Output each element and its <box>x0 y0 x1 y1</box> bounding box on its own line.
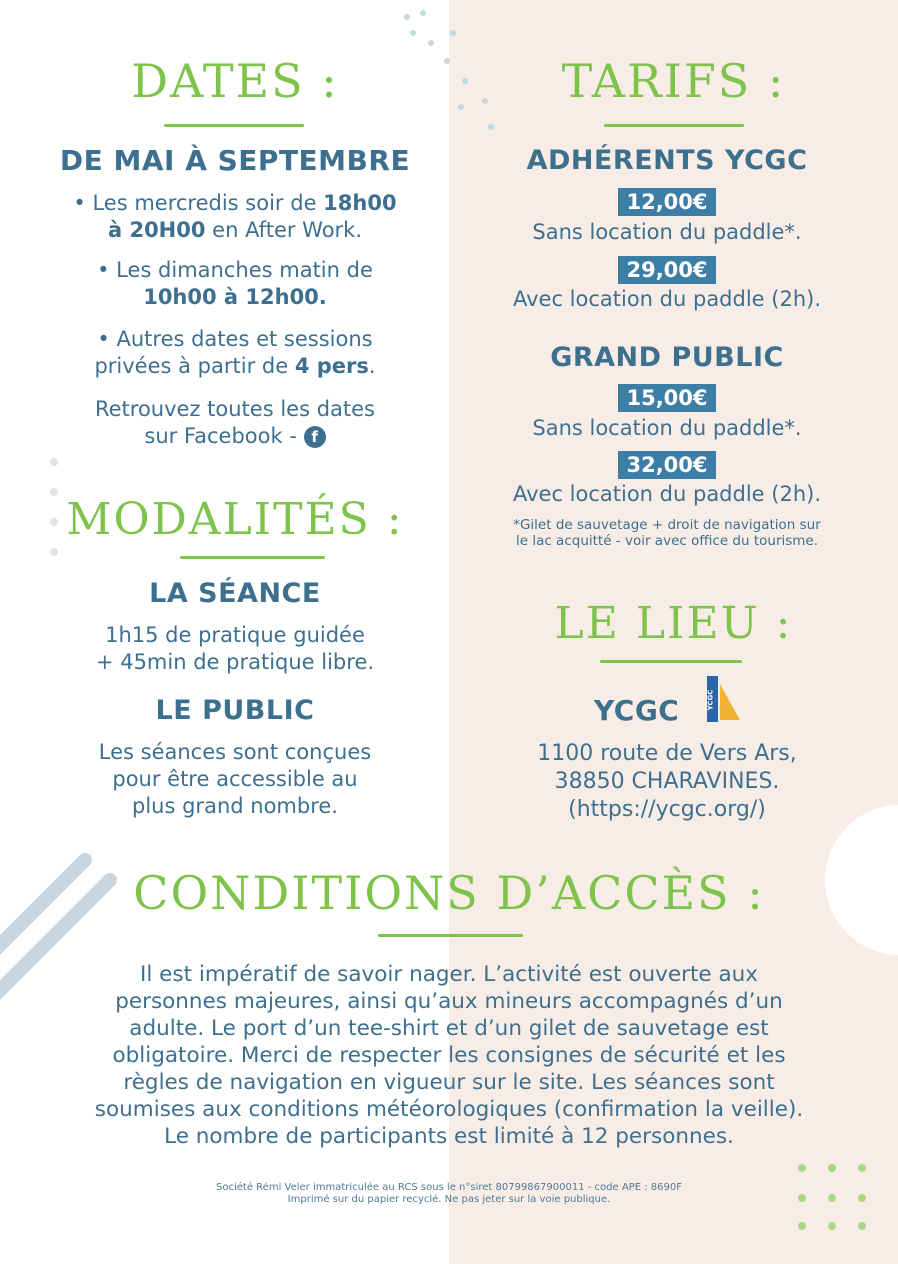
conditions-underline <box>378 934 523 937</box>
public-desc-1: Sans location du paddle*. <box>532 416 802 440</box>
dates-title: DATES : <box>131 54 339 108</box>
footer-legal: Société Rémi Veler immatriculée au RCS sous le n°siret 80799867900011 - code APE : 8690F Imprimé sur du papier recyclé. Ne pas jeter sur la voie publique. <box>216 1182 682 1205</box>
tarifs-title: TARIFS : <box>561 54 786 108</box>
modalites-underline <box>180 556 325 559</box>
member-price-1: 12,00€ <box>449 188 885 216</box>
dates-facebook: Retrouvez toutes les dates sur Facebook - f <box>94 397 375 448</box>
dates-subtitle: DE MAI À SEPTEMBRE <box>59 144 411 177</box>
seance-title: LA SÉANCE <box>149 578 321 609</box>
member-price-2: 29,00€ <box>449 256 885 284</box>
lieu-underline <box>600 660 742 663</box>
lieu-name: YCGC <box>594 694 680 727</box>
modalites-title: MODALITÉS : <box>66 494 404 545</box>
grand-public-title: GRAND PUBLIC <box>550 342 784 373</box>
public-description: Les séances sont conçues pour être accessible au plus grand nombre. <box>98 740 372 818</box>
lieu-title: LE LIEU : <box>554 598 793 649</box>
member-desc-1: Sans location du paddle*. <box>532 220 802 244</box>
facebook-icon[interactable]: f <box>304 426 326 448</box>
conditions-text: Il est impératif de savoir nager. L’activité est ouverte aux personnes majeures, ainsi qu’aux mineurs accompagnés d’un adulte. Le port d’un tee-shirt et d’un gilet de sauvetage est obligatoire. Merci de respecter les consignes de sécurité et les règles de navigation en vigueur sur le site. Les séances sont soumises aux conditions météorologiques (confirmation la veille). Le nombre de participants est limité à 12 personnes. <box>94 962 804 1149</box>
conditions-title: CONDITIONS D’ACCÈS : <box>133 866 765 920</box>
public-title: LE PUBLIC <box>155 695 315 726</box>
public-price-2: 32,00€ <box>449 451 885 479</box>
member-desc-2: Avec location du paddle (2h). <box>512 287 822 311</box>
tarifs-underline <box>604 124 744 127</box>
public-price-1: 15,00€ <box>449 384 885 412</box>
dates-bullet-other: • Autres dates et sessions privées à partir de 4 pers. <box>94 327 376 378</box>
dates-bullet-sunday: • Les dimanches matin de 10h00 à 12h00. <box>97 258 373 309</box>
public-desc-2: Avec location du paddle (2h). <box>512 482 822 506</box>
dates-underline <box>164 124 304 127</box>
members-title: ADHÉRENTS YCGC <box>526 145 808 176</box>
lieu-url[interactable]: (https://ycgc.org/) <box>568 797 766 822</box>
lieu-address: 1100 route de Vers Ars, 38850 CHARAVINES. (https://ycgc.org/) <box>449 740 885 824</box>
logo-text: YCGC <box>706 689 715 711</box>
dates-bullet-wednesday: • Les mercredis soir de 18h00 à 20H00 en After Work. <box>73 191 397 242</box>
tarifs-note: *Gilet de sauvetage + droit de navigation sur le lac acquitté - voir avec office du tourisme. <box>513 517 821 549</box>
seance-description: 1h15 de pratique guidée + 45min de pratique libre. <box>95 623 375 674</box>
ycgc-logo <box>704 674 744 732</box>
